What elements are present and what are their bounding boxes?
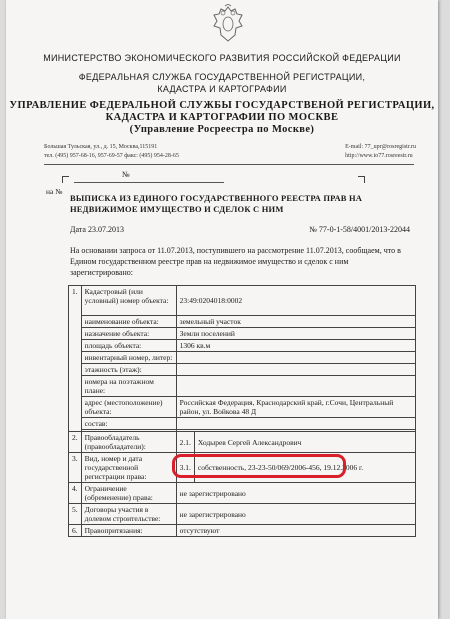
row-number: 5.: [69, 504, 82, 525]
floor-label: этажность (этаж):: [81, 364, 176, 376]
restriction-label: Ограничение (обременение) права:: [81, 483, 176, 504]
service-line-2: КАДАСТРА И КАРТОГРАФИИ: [157, 84, 287, 94]
holder-highlight-oval: [172, 454, 346, 478]
table-row: [69, 316, 416, 328]
contracts-value: не зарегистрировано: [176, 504, 415, 525]
table-row: [69, 525, 416, 537]
postal-address: [44, 143, 179, 161]
purpose-label: назначение объекта:: [81, 328, 176, 340]
row-number: 1.: [69, 286, 82, 432]
website: http://www.to77.rosreestr.ru: [345, 153, 413, 159]
outgoing-number-field: [74, 172, 224, 183]
header-divider: [44, 164, 414, 165]
table-row: [69, 286, 416, 316]
address-value: Российская Федерация, Краснодарский край, г.Сочи, Центральный район, ул. Войкова 48 Д: [176, 397, 415, 418]
row-number: 2.: [69, 432, 82, 453]
service-line-1: ФЕДЕРАЛЬНАЯ СЛУЖБА ГОСУДАРСТВЕННОЙ РЕГИСТРАЦИИ,: [78, 72, 366, 82]
department-line-1: УПРАВЛЕНИЕ ФЕДЕРАЛЬНОЙ СЛУЖБЫ ГОСУДАРСТВЕНОЙ РЕГИСТРАЦИИ,: [9, 100, 435, 111]
email: E-mail: 77_upr@rosregistr.ru: [345, 144, 416, 150]
area-value: 1306 кв.м: [176, 340, 415, 352]
corner-bracket: [358, 176, 365, 183]
table-row: [69, 364, 416, 376]
document-title: [70, 193, 370, 215]
row-number: 6.: [69, 525, 82, 537]
number-label: №: [122, 170, 130, 179]
table-row: [69, 352, 416, 364]
contracts-label: Договоры участия в долевом строительстве:: [81, 504, 176, 525]
coat-of-arms-emblem: [211, 4, 245, 44]
cadastral-label: Кадастровый (или условный) номер объекта:: [81, 286, 176, 316]
right-subnumber: 3.1.: [176, 453, 194, 483]
floor-plan-value: [176, 376, 415, 397]
table-row: [69, 432, 416, 453]
restriction-value: не зарегистрировано: [176, 483, 415, 504]
right-label: Вид, номер и дата государственной регистрации права:: [81, 453, 176, 483]
ministry-name: МИНИСТЕРСТВО ЭКОНОМИЧЕСКОГО РАЗВИТИЯ РОССИЙСКОЙ ФЕДЕРАЦИИ: [43, 53, 401, 63]
contact-info: [345, 143, 416, 161]
inventory-label: инвентарный номер, литер:: [81, 352, 176, 364]
table-row: [69, 340, 416, 352]
table-row: [69, 376, 416, 397]
holder-subnumber: 2.1.: [176, 432, 194, 453]
claims-label: Правопритязания:: [81, 525, 176, 537]
holder-label: Правообладатель (правообладатели):: [81, 432, 176, 453]
purpose-value: Земли поселений: [176, 328, 415, 340]
table-row: [69, 397, 416, 418]
department-name: [6, 100, 438, 136]
inventory-value: [176, 352, 415, 364]
registration-number: № 77-0-1-58/4001/2013-22044: [309, 225, 410, 234]
right-value: собственность, 23-23-50/069/2006-456, 19.12.2006 г.: [194, 453, 415, 483]
service-name: [6, 71, 438, 95]
area-label: площадь объекта:: [81, 340, 176, 352]
reference-number-label: на №: [46, 187, 63, 196]
table-row: [69, 504, 416, 525]
document-date: Дата 23.07.2013: [70, 225, 124, 234]
title-line-2: НЕДВИЖИМОЕ ИМУЩЕСТВО И СДЕЛОК С НИМ: [70, 204, 284, 214]
object-name-label: наименование объекта:: [81, 316, 176, 328]
intro-paragraph: На основании запроса от 11.07.2013, поступившего на рассмотрение 11.07.2013, сообщаем, что в Едином государственном реестре прав на недвижимое имущество и сделок с ним зарегистрировано:: [70, 246, 401, 277]
floor-value: [176, 364, 415, 376]
floor-plan-label: номера на поэтажном плане:: [81, 376, 176, 397]
address-line-1: Большая Тульская, ул., д. 15, Москва,115191: [44, 144, 158, 150]
composition-label: состав:: [81, 418, 176, 430]
department-line-3: (Управление Росреестра по Москве): [129, 124, 315, 135]
row-number: 4.: [69, 483, 82, 504]
department-line-2: КАДАСТРА И КАРТОГРАФИИ ПО МОСКВЕ: [105, 112, 339, 123]
title-line-1: ВЫПИСКА ИЗ ЕДИНОГО ГОСУДАРСТВЕННОГО РЕЕСТРА ПРАВ НА: [70, 193, 363, 203]
corner-bracket: [62, 176, 69, 183]
phone-line: тел. (495) 957-68-16, 957-69-57 факс: (495) 954-28-65: [44, 153, 179, 159]
table-row: [69, 328, 416, 340]
table-row: [69, 418, 416, 430]
composition-value: [176, 418, 415, 430]
table-row: [69, 483, 416, 504]
cadastral-value: 23:49:0204018:0002: [176, 286, 415, 316]
registry-table: [68, 285, 416, 537]
address-label: адрес (местоположение) объекта:: [81, 397, 176, 418]
holder-value: Ходырев Сергей Александрович: [194, 432, 415, 453]
row-number: 3.: [69, 453, 82, 483]
claims-value: отсутствуют: [176, 525, 415, 537]
document-page: [6, 0, 438, 619]
object-name-value: земельный участок: [176, 316, 415, 328]
